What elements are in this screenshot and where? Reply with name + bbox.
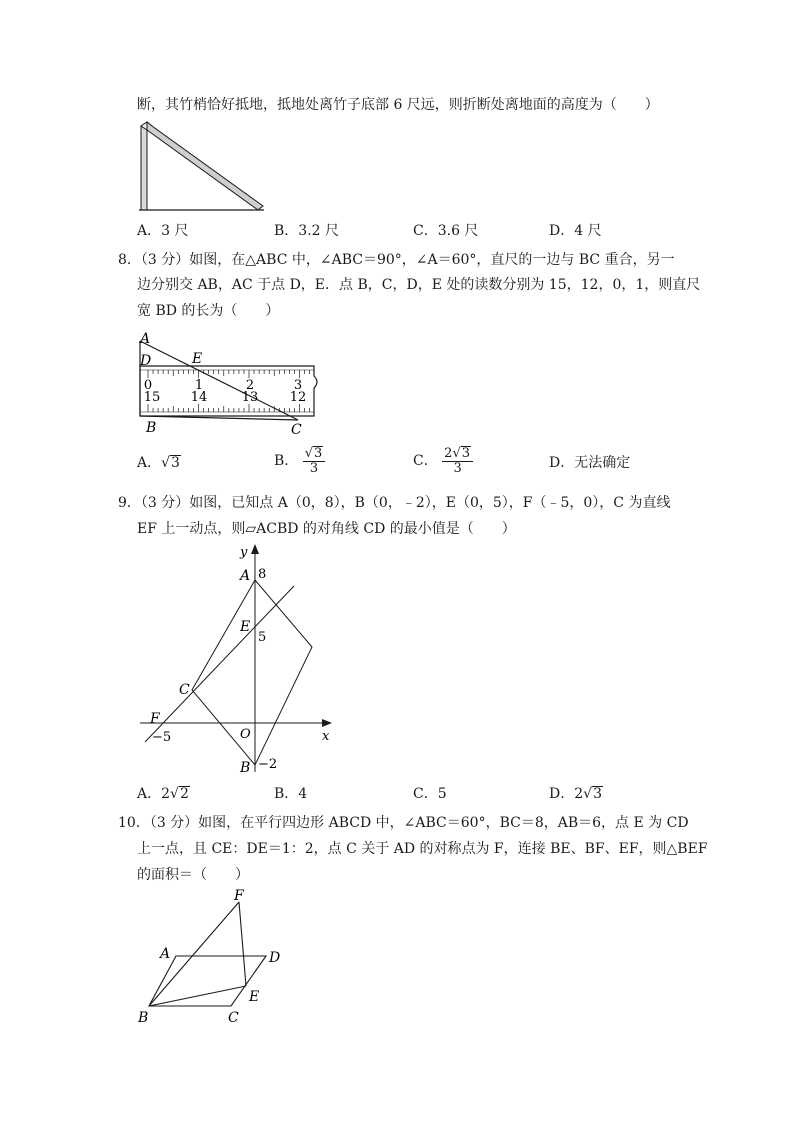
sqrt-icon: √ (304, 446, 314, 461)
q9-point-e-label: E (240, 619, 251, 635)
q8-option-c[interactable] (413, 446, 473, 476)
q9-option-a-coef: 2 (161, 786, 171, 802)
ruler-top-tick-2: 2 (245, 378, 255, 393)
q8-option-c-prefix: C． (413, 453, 438, 469)
q8-option-c-radicand: 3 (461, 446, 471, 461)
bamboo-fallen-part (147, 122, 263, 210)
q9-line2: EF 上一动点，则▱ACBD 的对角线 CD 的最小值是（ ） (137, 521, 516, 537)
q9-coordinate-figure (136, 540, 346, 778)
q9-point-c-label: C (179, 682, 190, 698)
q8-line1: 8．（3 分）如图，在△ABC 中，∠ABC＝90°，∠A＝60°，直尺的一边与 BC 重合，另一 (118, 252, 675, 268)
triangle-side-bc (140, 416, 298, 420)
bamboo-upright (141, 126, 147, 210)
q8-line2: 边分别交 AB，AC 于点 D，E．点 B，C，D，E 处的读数分别为 15，12，0，1，则直尺 (137, 277, 701, 293)
ruler-top-tick-3: 3 (293, 378, 303, 393)
q7-bamboo-figure (136, 120, 268, 214)
q9-line1: 9．（3 分）如图，已知点 A（0，8），B（0，﹣2），E（0，5），F（﹣5，0），C 为直线 (118, 495, 671, 511)
ruler-bottom-tick-13: 13 (241, 390, 259, 405)
q9-option-d[interactable] (549, 785, 603, 803)
q7-option-c[interactable]: C．3.6 尺 (413, 223, 479, 239)
q8-point-e-label: E (192, 351, 203, 367)
q8-option-b-radicand: 3 (314, 446, 323, 461)
q9-option-d-radicand: 3 (593, 786, 602, 802)
q10-point-a-label: A (160, 946, 171, 962)
q8-option-b-denominator: 3 (309, 461, 319, 476)
q10-point-b-label: B (138, 1010, 149, 1026)
q8-point-b-label: B (146, 420, 157, 436)
ruler-bottom-tick-12: 12 (289, 390, 307, 405)
q10-point-f-label: F (234, 888, 244, 904)
q8-option-b[interactable] (274, 446, 325, 476)
q7-text: 断，其竹梢恰好抵地，抵地处离竹子底部 6 尺远，则折断处离地面的高度为（ ） (137, 97, 659, 113)
q9-option-d-prefix: D． (549, 786, 575, 802)
x-axis-arrow-icon (322, 719, 332, 727)
q9-value-neg2: −2 (258, 757, 278, 772)
q8-option-b-prefix: B． (274, 453, 299, 469)
q9-value-neg5: −5 (152, 730, 172, 745)
q9-option-a[interactable] (137, 785, 190, 803)
ruler-top-tick-1: 1 (194, 378, 204, 393)
q8-option-d[interactable]: D．无法确定 (549, 455, 631, 471)
q9-point-b-label: B (240, 760, 251, 776)
q8-line3: 宽 BD 的长为（ ） (137, 303, 280, 319)
q7-option-d[interactable]: D．4 尺 (549, 223, 602, 239)
q7-option-a[interactable]: A．3 尺 (137, 223, 189, 239)
q8-option-c-denominator: 3 (453, 461, 462, 476)
ruler-bottom-tick-15: 15 (143, 390, 161, 405)
q8-option-c-coef: 2 (444, 446, 453, 461)
sqrt-icon: √ (170, 786, 179, 802)
q8-point-c-label: C (291, 422, 302, 438)
parallelogram-acbd (192, 580, 312, 765)
q9-point-a-label: A (240, 568, 251, 584)
q8-option-a-radicand: 3 (171, 455, 180, 471)
ruler-top-tick-0: 0 (143, 378, 153, 393)
q9-option-d-coef: 2 (574, 786, 584, 802)
q8-option-b-fraction (303, 446, 326, 476)
q8-option-a[interactable] (137, 454, 181, 472)
q8-point-d-label: D (140, 353, 152, 369)
q9-value-8: 8 (258, 567, 267, 582)
q9-origin-label: O (240, 727, 251, 742)
q9-option-b[interactable]: B．4 (274, 786, 308, 802)
q10-point-d-label: D (269, 950, 281, 966)
q8-option-a-prefix: A． (137, 455, 162, 471)
q9-axis-x-label: x (322, 729, 330, 744)
q9-option-a-prefix: A． (137, 786, 162, 802)
q7-option-b[interactable]: B．3.2 尺 (274, 223, 340, 239)
q9-option-a-radicand: 2 (179, 786, 189, 802)
q10-line3: 的面积＝（ ） (137, 867, 249, 883)
y-axis-arrow-icon (251, 544, 259, 554)
line-ef (145, 586, 294, 742)
q9-value-5: 5 (258, 630, 267, 645)
q10-parallelogram-figure (134, 888, 294, 1028)
q9-axis-y-label: y (240, 545, 248, 560)
ruler-bottom-tick-14: 14 (190, 390, 208, 405)
q10-line2: 上一点，且 CE：DE＝1：2，点 C 关于 AD 的对称点为 F，连接 BE、BF、EF，则△BEF (137, 841, 708, 857)
segment-fe (239, 902, 246, 986)
q10-point-e-label: E (249, 989, 260, 1005)
q8-ruler-figure (136, 328, 326, 438)
sqrt-icon: √ (583, 786, 593, 802)
q9-point-f-label: F (150, 711, 160, 727)
sqrt-icon: √ (452, 446, 461, 461)
q10-line1: 10．（3 分）如图，在平行四边形 ABCD 中，∠ABC＝60°，BC＝8，AB＝6，点 E 为 CD (118, 815, 689, 831)
q8-option-c-fraction (442, 446, 473, 476)
sqrt-icon: √ (161, 455, 171, 471)
q10-point-c-label: C (228, 1010, 239, 1026)
q8-point-a-label: A (140, 331, 151, 347)
q9-option-c[interactable]: C．5 (413, 786, 447, 802)
